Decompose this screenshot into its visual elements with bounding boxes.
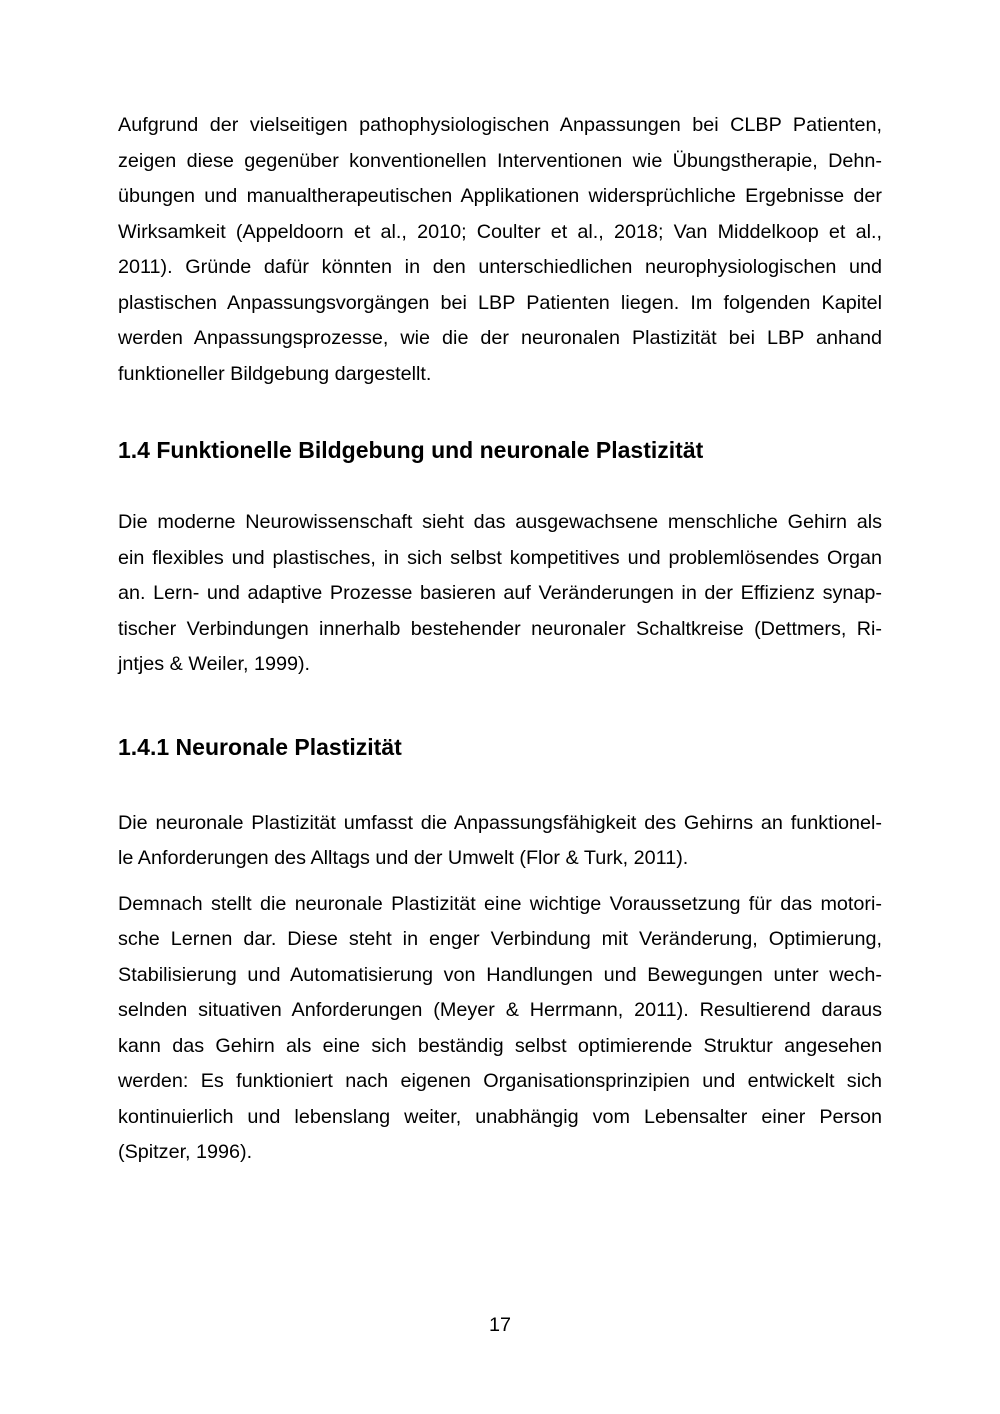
text-line: jntjes & Weiler, 1999). <box>118 653 311 675</box>
text-line: Stabilisierung und Automatisierung von Handlungen und Bewegungen unter wech- <box>118 963 882 986</box>
subsection-heading: 1.4.1 Neuronale Plastizität <box>118 733 402 760</box>
text-line: 2011). Gründe dafür könnten in den unterschiedlichen neurophysiologischen und <box>118 256 882 278</box>
paragraph-intro <box>118 108 882 392</box>
text-line: zeigen diese gegenüber konventionellen Interventionen wie Übungstherapie, Dehn- <box>118 149 882 172</box>
text-line: übungen und manualtherapeutischen Applikationen widersprüchliche Ergebnisse der <box>118 185 882 207</box>
text-line: plastischen Anpassungsvorgängen bei LBP Patienten liegen. Im folgenden Kapitel <box>118 291 882 314</box>
section-heading: 1.4 Funktionelle Bildgebung und neuronale Plastizität <box>118 437 704 463</box>
text-line: funktioneller Bildgebung dargestellt. <box>118 362 432 385</box>
page-number: 17 <box>488 1314 511 1336</box>
text-line: werden: Es funktioniert nach eigenen Organisationsprinzipien und entwickelt sich <box>118 1070 882 1092</box>
text-line: sche Lernen dar. Diese steht in enger Verbindung mit Veränderung, Optimierung, <box>118 928 882 950</box>
page-body <box>118 0 882 1171</box>
text-line: (Spitzer, 1996). <box>118 1141 253 1163</box>
text-line: selnden situativen Anforderungen (Meyer & Herrmann, 2011). Resultierend daraus <box>118 999 882 1021</box>
text-line: Demnach stellt die neuronale Plastizität eine wichtige Voraussetzung für das motori- <box>118 892 882 915</box>
text-line: le Anforderungen des Alltags und der Umwelt (Flor & Turk, 2011). <box>118 847 689 869</box>
text-line: Die neuronale Plastizität umfasst die Anpassungsfähigkeit des Gehirns an funktionel- <box>118 811 882 834</box>
text-line: kann das Gehirn als eine sich beständig selbst optimierende Struktur angesehen <box>118 1034 882 1057</box>
text-line: Aufgrund der vielseitigen pathophysiologischen Anpassungen bei CLBP Patienten, <box>118 114 882 136</box>
text-line: tischer Verbindungen innerhalb bestehender neuronaler Schaltkreise (Dettmers, Ri- <box>118 617 882 640</box>
text-line: Die moderne Neurowissenschaft sieht das ausgewachsene menschliche Gehirn als <box>118 511 882 533</box>
paragraph-neural-plasticity-definition <box>118 806 882 877</box>
text-line: Wirksamkeit (Appeldoorn et al., 2010; Coulter et al., 2018; Van Middelkoop et al., <box>118 220 882 243</box>
text-line: werden Anpassungsprozesse, wie die der neuronalen Plastizität bei LBP anhand <box>118 327 882 349</box>
text-line: ein flexibles und plastisches, in sich selbst kompetitives und problemlösendes Organ <box>118 546 882 569</box>
text-line: an. Lern- und adaptive Prozesse basieren auf Veränderungen in der Effizienz synap- <box>118 582 882 604</box>
text-line: kontinuierlich und lebenslang weiter, unabhängig vom Lebensalter einer Person <box>118 1105 882 1128</box>
paragraph-neural-plasticity-motor-learning <box>118 887 882 1171</box>
paragraph-functional-imaging <box>118 505 882 683</box>
